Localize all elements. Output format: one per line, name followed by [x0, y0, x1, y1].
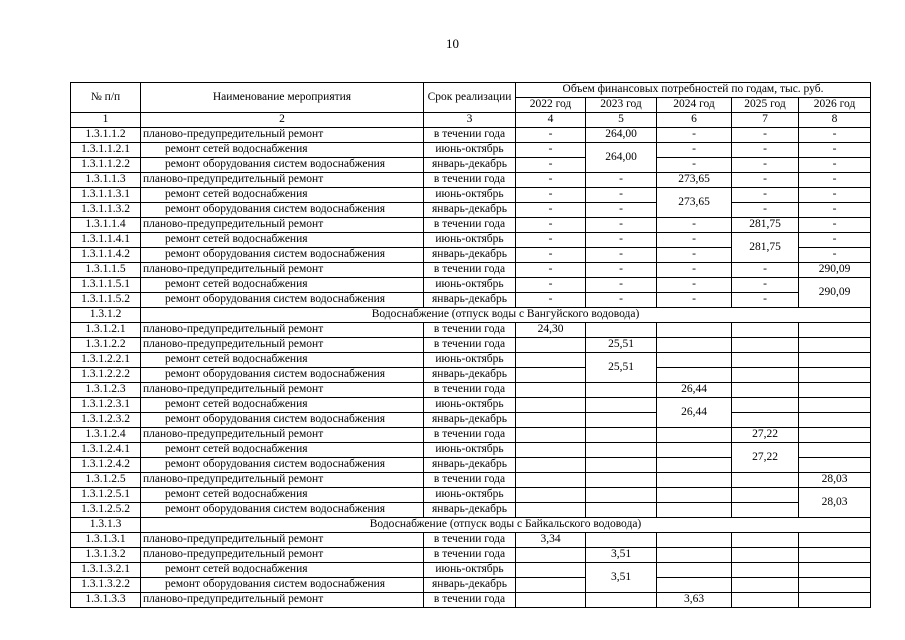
row-value: 3,63 [657, 593, 732, 608]
row-name: планово-предупредительный ремонт [141, 218, 424, 233]
row-code: 1.3.1.3.2.1 [71, 563, 141, 578]
row-value [657, 533, 732, 548]
row-value [799, 443, 871, 458]
row-value: - [516, 143, 586, 158]
table-row [71, 278, 871, 293]
row-value: - [732, 158, 799, 173]
row-value [732, 533, 799, 548]
row-value [516, 338, 586, 353]
row-value: - [516, 188, 586, 203]
row-value: - [516, 233, 586, 248]
row-name: ремонт оборудования систем водоснабжения [141, 458, 424, 473]
row-value: 27,22 [732, 443, 799, 473]
row-value: - [799, 218, 871, 233]
column-number: 7 [732, 113, 799, 128]
row-value: - [657, 278, 732, 293]
row-code: 1.3.1.1.2 [71, 128, 141, 143]
row-code: 1.3.1.1.3.1 [71, 188, 141, 203]
row-term: январь-декабрь [424, 158, 516, 173]
row-code: 1.3.1.2.2 [71, 338, 141, 353]
row-value [586, 428, 657, 443]
row-term: в течении года [424, 593, 516, 608]
row-value: - [799, 173, 871, 188]
section-row [71, 518, 871, 533]
row-value [586, 398, 657, 413]
row-value [732, 473, 799, 488]
table-row [71, 593, 871, 608]
header-col-name: Наименование мероприятия [141, 83, 424, 113]
row-value: - [516, 218, 586, 233]
header-col-volume: Объем финансовых потребностей по годам, тыс. руб. [516, 83, 871, 98]
row-value: 28,03 [799, 473, 871, 488]
row-value: 26,44 [657, 383, 732, 398]
row-value: - [657, 233, 732, 248]
table-row [71, 428, 871, 443]
column-number: 6 [657, 113, 732, 128]
column-number: 5 [586, 113, 657, 128]
table-row [71, 338, 871, 353]
row-value: - [586, 278, 657, 293]
row-value [516, 428, 586, 443]
row-name: ремонт сетей водоснабжения [141, 188, 424, 203]
row-name: планово-предупредительный ремонт [141, 383, 424, 398]
row-value [799, 353, 871, 368]
row-value [657, 458, 732, 473]
row-value [657, 323, 732, 338]
row-code: 1.3.1.2.2.1 [71, 353, 141, 368]
row-value: - [799, 143, 871, 158]
row-code: 1.3.1.2.4.2 [71, 458, 141, 473]
row-value: - [732, 143, 799, 158]
row-code: 1.3.1.1.2.1 [71, 143, 141, 158]
row-value [732, 338, 799, 353]
row-code: 1.3.1.2.1 [71, 323, 141, 338]
table-row [71, 263, 871, 278]
row-name: ремонт сетей водоснабжения [141, 353, 424, 368]
row-name: ремонт сетей водоснабжения [141, 143, 424, 158]
table-row [71, 173, 871, 188]
table-row [71, 233, 871, 248]
row-code: 1.3.1.1.4.2 [71, 248, 141, 263]
row-code: 1.3.1.2 [71, 308, 141, 323]
row-value [732, 383, 799, 398]
row-value [732, 548, 799, 563]
row-value [799, 578, 871, 593]
row-value [732, 593, 799, 608]
table-row [71, 128, 871, 143]
row-value: 3,51 [586, 548, 657, 563]
row-value: - [732, 188, 799, 203]
row-term: июнь-октябрь [424, 488, 516, 503]
row-name: ремонт сетей водоснабжения [141, 398, 424, 413]
row-value: - [732, 203, 799, 218]
row-value [732, 323, 799, 338]
row-value [732, 578, 799, 593]
row-term: в течении года [424, 323, 516, 338]
row-term: в течении года [424, 338, 516, 353]
row-value: - [586, 173, 657, 188]
row-value: - [657, 248, 732, 263]
row-term: июнь-октябрь [424, 563, 516, 578]
table-row [71, 368, 871, 383]
table-row [71, 548, 871, 563]
row-name: ремонт сетей водоснабжения [141, 563, 424, 578]
row-value [657, 473, 732, 488]
row-name: планово-предупредительный ремонт [141, 128, 424, 143]
row-value: - [657, 143, 732, 158]
row-value [732, 503, 799, 518]
row-value: - [657, 158, 732, 173]
row-value [516, 443, 586, 458]
row-name: ремонт оборудования систем водоснабжения [141, 293, 424, 308]
row-value: 264,00 [586, 128, 657, 143]
row-value [799, 398, 871, 413]
row-term: январь-декабрь [424, 503, 516, 518]
row-value: - [516, 203, 586, 218]
row-name: планово-предупредительный ремонт [141, 473, 424, 488]
row-name: ремонт сетей водоснабжения [141, 278, 424, 293]
row-value [586, 473, 657, 488]
row-code: 1.3.1.2.4.1 [71, 443, 141, 458]
table-row [71, 353, 871, 368]
row-name: ремонт оборудования систем водоснабжения [141, 158, 424, 173]
row-value [732, 413, 799, 428]
table-row [71, 323, 871, 338]
table-row [71, 293, 871, 308]
row-term: январь-декабрь [424, 458, 516, 473]
row-name: ремонт оборудования систем водоснабжения [141, 413, 424, 428]
row-value: - [799, 203, 871, 218]
row-value [657, 488, 732, 503]
row-value: - [516, 173, 586, 188]
row-value [799, 458, 871, 473]
row-value [586, 458, 657, 473]
row-value: - [516, 278, 586, 293]
header-col-term: Срок реализации [424, 83, 516, 113]
row-term: в течении года [424, 473, 516, 488]
column-number: 1 [71, 113, 141, 128]
section-row [71, 308, 871, 323]
row-name: ремонт оборудования систем водоснабжения [141, 578, 424, 593]
column-number: 4 [516, 113, 586, 128]
row-value: 264,00 [586, 143, 657, 173]
row-term: январь-декабрь [424, 248, 516, 263]
row-term: июнь-октябрь [424, 398, 516, 413]
row-value: - [516, 263, 586, 278]
header-year: 2024 год [657, 98, 732, 113]
row-code: 1.3.1.1.4.1 [71, 233, 141, 248]
row-value [516, 413, 586, 428]
row-code: 1.3.1.3.2 [71, 548, 141, 563]
row-value [516, 383, 586, 398]
row-value [586, 533, 657, 548]
row-value [657, 578, 732, 593]
row-name: ремонт оборудования систем водоснабжения [141, 503, 424, 518]
row-value [586, 323, 657, 338]
row-term: июнь-октябрь [424, 353, 516, 368]
row-value [516, 578, 586, 593]
row-value [799, 338, 871, 353]
row-value [516, 548, 586, 563]
header-year: 2023 год [586, 98, 657, 113]
row-value: - [516, 248, 586, 263]
row-value [586, 443, 657, 458]
row-value [657, 443, 732, 458]
row-value: 281,75 [732, 233, 799, 263]
row-value: - [586, 203, 657, 218]
row-code: 1.3.1.2.3.1 [71, 398, 141, 413]
row-term: январь-декабрь [424, 368, 516, 383]
section-title: Водоснабжение (отпуск воды с Байкальского водовода) [141, 518, 871, 533]
table-row [71, 218, 871, 233]
row-code: 1.3.1.1.3.2 [71, 203, 141, 218]
row-code: 1.3.1.3.3 [71, 593, 141, 608]
row-value: 3,51 [586, 563, 657, 593]
row-name: ремонт оборудования систем водоснабжения [141, 248, 424, 263]
row-value [516, 353, 586, 368]
row-value: - [799, 158, 871, 173]
row-value [516, 488, 586, 503]
row-term: январь-декабрь [424, 203, 516, 218]
row-code: 1.3.1.2.3 [71, 383, 141, 398]
row-value [516, 593, 586, 608]
row-name: планово-предупредительный ремонт [141, 533, 424, 548]
row-term: июнь-октябрь [424, 443, 516, 458]
row-value: - [657, 128, 732, 143]
row-value: - [516, 293, 586, 308]
table-row [71, 398, 871, 413]
row-value [516, 368, 586, 383]
row-value [516, 458, 586, 473]
row-value [516, 398, 586, 413]
row-value [732, 488, 799, 503]
table-row [71, 158, 871, 173]
row-value [799, 428, 871, 443]
row-name: планово-предупредительный ремонт [141, 548, 424, 563]
row-value: 3,34 [516, 533, 586, 548]
row-code: 1.3.1.2.2.2 [71, 368, 141, 383]
table-row [71, 188, 871, 203]
row-value [799, 533, 871, 548]
row-value: 25,51 [586, 353, 657, 383]
row-value [799, 593, 871, 608]
row-value: - [586, 293, 657, 308]
header-year: 2022 год [516, 98, 586, 113]
row-term: июнь-октябрь [424, 278, 516, 293]
row-code: 1.3.1.2.4 [71, 428, 141, 443]
header-row-numbers [71, 113, 871, 128]
row-value [732, 398, 799, 413]
row-value: 27,22 [732, 428, 799, 443]
table-row [71, 143, 871, 158]
row-name: планово-предупредительный ремонт [141, 173, 424, 188]
row-value [732, 563, 799, 578]
row-term: в течении года [424, 173, 516, 188]
row-term: июнь-октябрь [424, 233, 516, 248]
row-name: планово-предупредительный ремонт [141, 323, 424, 338]
section-title: Водоснабжение (отпуск воды с Вангуйского водовода) [141, 308, 871, 323]
header-col-num: № п/п [71, 83, 141, 113]
column-number: 3 [424, 113, 516, 128]
row-code: 1.3.1.2.5.1 [71, 488, 141, 503]
table-row [71, 488, 871, 503]
row-value [799, 383, 871, 398]
row-value: - [799, 188, 871, 203]
row-value: 24,30 [516, 323, 586, 338]
row-value: - [657, 263, 732, 278]
row-value: - [799, 248, 871, 263]
table-row [71, 533, 871, 548]
row-code: 1.3.1.3.1 [71, 533, 141, 548]
row-name: ремонт оборудования систем водоснабжения [141, 368, 424, 383]
row-code: 1.3.1.2.5 [71, 473, 141, 488]
row-value: - [586, 188, 657, 203]
row-name: планово-предупредительный ремонт [141, 593, 424, 608]
table-row [71, 383, 871, 398]
row-term: в течении года [424, 218, 516, 233]
row-value: - [657, 293, 732, 308]
row-name: планово-предупредительный ремонт [141, 338, 424, 353]
row-value: - [732, 263, 799, 278]
row-code: 1.3.1.1.3 [71, 173, 141, 188]
table-row [71, 413, 871, 428]
row-value: 28,03 [799, 488, 871, 518]
row-code: 1.3.1.1.5.2 [71, 293, 141, 308]
table-row [71, 578, 871, 593]
row-name: планово-предупредительный ремонт [141, 428, 424, 443]
row-code: 1.3.1.2.3.2 [71, 413, 141, 428]
row-term: январь-декабрь [424, 293, 516, 308]
row-value: - [516, 128, 586, 143]
row-code: 1.3.1.2.5.2 [71, 503, 141, 518]
row-value [657, 548, 732, 563]
column-number: 2 [141, 113, 424, 128]
row-value [657, 503, 732, 518]
row-term: в течении года [424, 428, 516, 443]
header-row-1 [71, 83, 871, 98]
column-number: 8 [799, 113, 871, 128]
financial-needs-table [70, 82, 871, 608]
row-value: 26,44 [657, 398, 732, 428]
row-value: 290,09 [799, 263, 871, 278]
row-name: планово-предупредительный ремонт [141, 263, 424, 278]
row-value: - [586, 248, 657, 263]
row-code: 1.3.1.3 [71, 518, 141, 533]
row-value [799, 563, 871, 578]
row-value [586, 593, 657, 608]
row-value: - [586, 233, 657, 248]
row-term: январь-декабрь [424, 578, 516, 593]
row-value [516, 563, 586, 578]
row-value [657, 353, 732, 368]
row-term: июнь-октябрь [424, 143, 516, 158]
row-value: - [586, 263, 657, 278]
row-value: - [657, 218, 732, 233]
row-name: ремонт оборудования систем водоснабжения [141, 203, 424, 218]
row-code: 1.3.1.1.5 [71, 263, 141, 278]
row-term: в течении года [424, 263, 516, 278]
row-name: ремонт сетей водоснабжения [141, 443, 424, 458]
table-body [71, 128, 871, 608]
row-code: 1.3.1.1.5.1 [71, 278, 141, 293]
row-value [586, 503, 657, 518]
row-value: 25,51 [586, 338, 657, 353]
row-value: - [586, 218, 657, 233]
header-year: 2026 год [799, 98, 871, 113]
header-year: 2025 год [732, 98, 799, 113]
row-code: 1.3.1.1.2.2 [71, 158, 141, 173]
row-value: - [799, 233, 871, 248]
page-number: 10 [446, 36, 459, 51]
row-value: 290,09 [799, 278, 871, 308]
row-name: ремонт сетей водоснабжения [141, 488, 424, 503]
table-row [71, 563, 871, 578]
row-term: в течении года [424, 383, 516, 398]
row-value: - [799, 128, 871, 143]
row-value: - [732, 278, 799, 293]
row-value [586, 383, 657, 398]
row-term: в течении года [424, 533, 516, 548]
row-term: в течении года [424, 128, 516, 143]
row-value: - [732, 128, 799, 143]
row-value [586, 488, 657, 503]
row-code: 1.3.1.3.2.2 [71, 578, 141, 593]
row-value [657, 338, 732, 353]
row-term: в течении года [424, 548, 516, 563]
row-value [516, 473, 586, 488]
row-value [516, 503, 586, 518]
row-value [657, 428, 732, 443]
table-row [71, 203, 871, 218]
row-value [799, 548, 871, 563]
row-value: 273,65 [657, 173, 732, 188]
row-value [799, 413, 871, 428]
row-value [799, 368, 871, 383]
row-value: 281,75 [732, 218, 799, 233]
row-value [586, 413, 657, 428]
row-value: - [516, 158, 586, 173]
row-name: ремонт сетей водоснабжения [141, 233, 424, 248]
row-value: 273,65 [657, 188, 732, 218]
table-row [71, 443, 871, 458]
row-value: - [732, 293, 799, 308]
row-value: - [732, 173, 799, 188]
table-row [71, 473, 871, 488]
row-value [657, 563, 732, 578]
row-term: январь-декабрь [424, 413, 516, 428]
row-value [657, 368, 732, 383]
row-value [732, 368, 799, 383]
table-row [71, 503, 871, 518]
row-code: 1.3.1.1.4 [71, 218, 141, 233]
row-term: июнь-октябрь [424, 188, 516, 203]
row-value [732, 353, 799, 368]
row-value [799, 323, 871, 338]
